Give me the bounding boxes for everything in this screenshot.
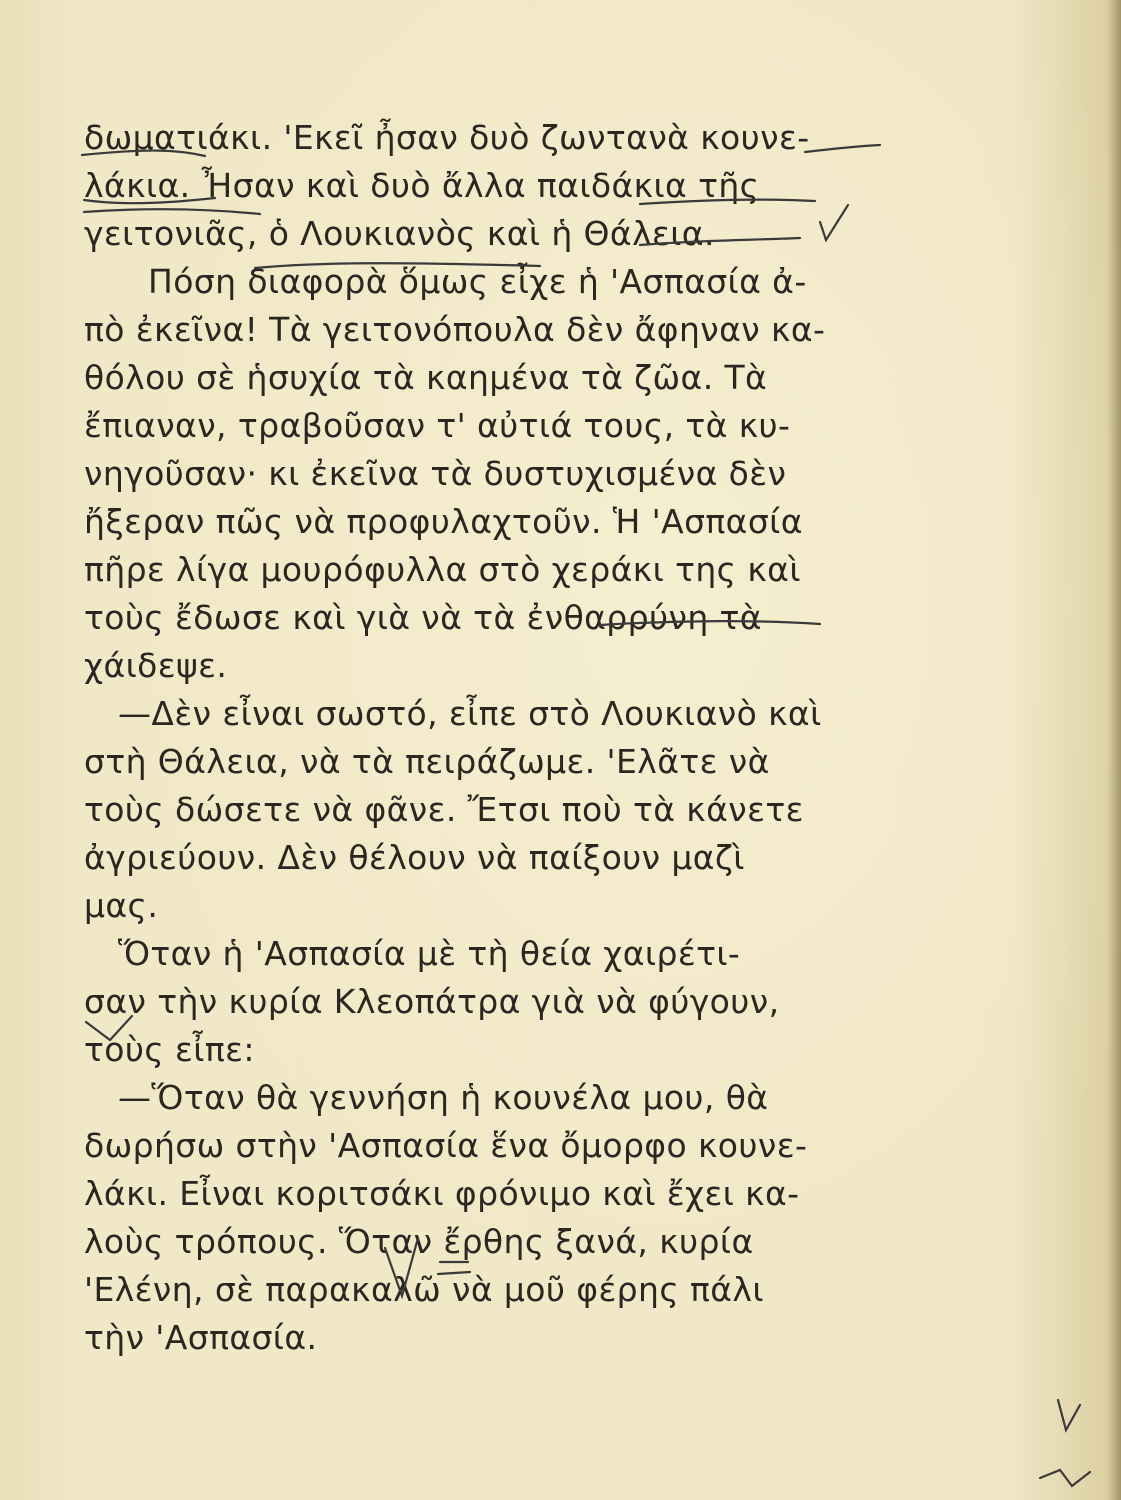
text-line: ἔπιαναν, τραβοῦσαν τ' αὐτιά τους, τὰ κυ- bbox=[84, 406, 791, 445]
text-line: δωρήσω στὴν 'Ασπασία ἕνα ὄμορφο κουνε- bbox=[84, 1126, 808, 1165]
pencil-mark bbox=[1058, 1400, 1080, 1430]
pencil-underline bbox=[805, 145, 880, 152]
text-line: τὴν 'Ασπασία. bbox=[84, 1318, 318, 1357]
text-line: θόλου σὲ ἡσυχία τὰ καημένα τὰ ζῶα. Τὰ bbox=[84, 358, 768, 397]
text-line: πῆρε λίγα μουρόφυλλα στὸ χεράκι της καὶ bbox=[84, 550, 801, 589]
text-line: τοὺς εἶπε: bbox=[84, 1030, 255, 1069]
page-edge-shadow bbox=[1107, 0, 1121, 1500]
check-mark-icon bbox=[820, 205, 848, 240]
text-line: τοὺς ἔδωσε καὶ γιὰ νὰ τὰ ἐνθαρρύνη τὰ bbox=[84, 598, 762, 637]
text-line: —Ὅταν θὰ γεννήση ἡ κουνέλα μου, θὰ bbox=[118, 1078, 769, 1117]
text-line: ἤξεραν πῶς νὰ προφυλαχτοῦν. Ἡ 'Ασπασία bbox=[84, 502, 803, 541]
text-line: τοὺς δώσετε νὰ φᾶνε. Ἔτσι ποὺ τὰ κάνετε bbox=[84, 790, 804, 829]
text-line: —Δὲν εἶναι σωστό, εἶπε στὸ Λουκιανὸ καὶ bbox=[118, 694, 822, 733]
text-line: 'Ελένη, σὲ παρακαλῶ νὰ μοῦ φέρης πάλι bbox=[84, 1270, 764, 1309]
text-line: Πόση διαφορὰ ὅμως εἶχε ἡ 'Ασπασία ἀ- bbox=[148, 262, 807, 301]
text-line: χάιδεψε. bbox=[84, 646, 228, 685]
text-line: λάκια. Ἦσαν καὶ δυὸ ἄλλα παιδάκια τῆς bbox=[84, 166, 760, 205]
text-line: δωματιάκι. 'Εκεῖ ἦσαν δυὸ ζωντανὰ κουνε- bbox=[84, 118, 810, 157]
text-line: νηγοῦσαν· κι ἐκεῖνα τὰ δυστυχισμένα δὲν bbox=[84, 454, 787, 493]
text-line: στὴ Θάλεια, νὰ τὰ πειράζωμε. 'Ελᾶτε νὰ bbox=[84, 742, 770, 781]
pencil-mark bbox=[1040, 1470, 1090, 1486]
text-line: πὸ ἐκεῖνα! Τὰ γειτονόπουλα δὲν ἄφηναν κα- bbox=[84, 310, 826, 349]
text-line: Ὅταν ἡ 'Ασπασία μὲ τὴ θεία χαιρέτι- bbox=[118, 934, 741, 973]
text-line: μας. bbox=[84, 886, 159, 925]
text-line: σαν τὴν κυρία Κλεοπάτρα γιὰ νὰ φύγουν, bbox=[84, 982, 780, 1021]
text-line: γειτονιᾶς, ὁ Λουκιανὸς καὶ ἡ Θάλεια. bbox=[84, 214, 715, 253]
text-line: ἀγριεύουν. Δὲν θέλουν νὰ παίξουν μαζὶ bbox=[84, 838, 745, 877]
text-line: λοὺς τρόπους. Ὅταν ἔρθης ξανά, κυρία bbox=[84, 1222, 754, 1261]
text-line: λάκι. Εἶναι κοριτσάκι φρόνιμο καὶ ἔχει κα- bbox=[84, 1174, 800, 1213]
